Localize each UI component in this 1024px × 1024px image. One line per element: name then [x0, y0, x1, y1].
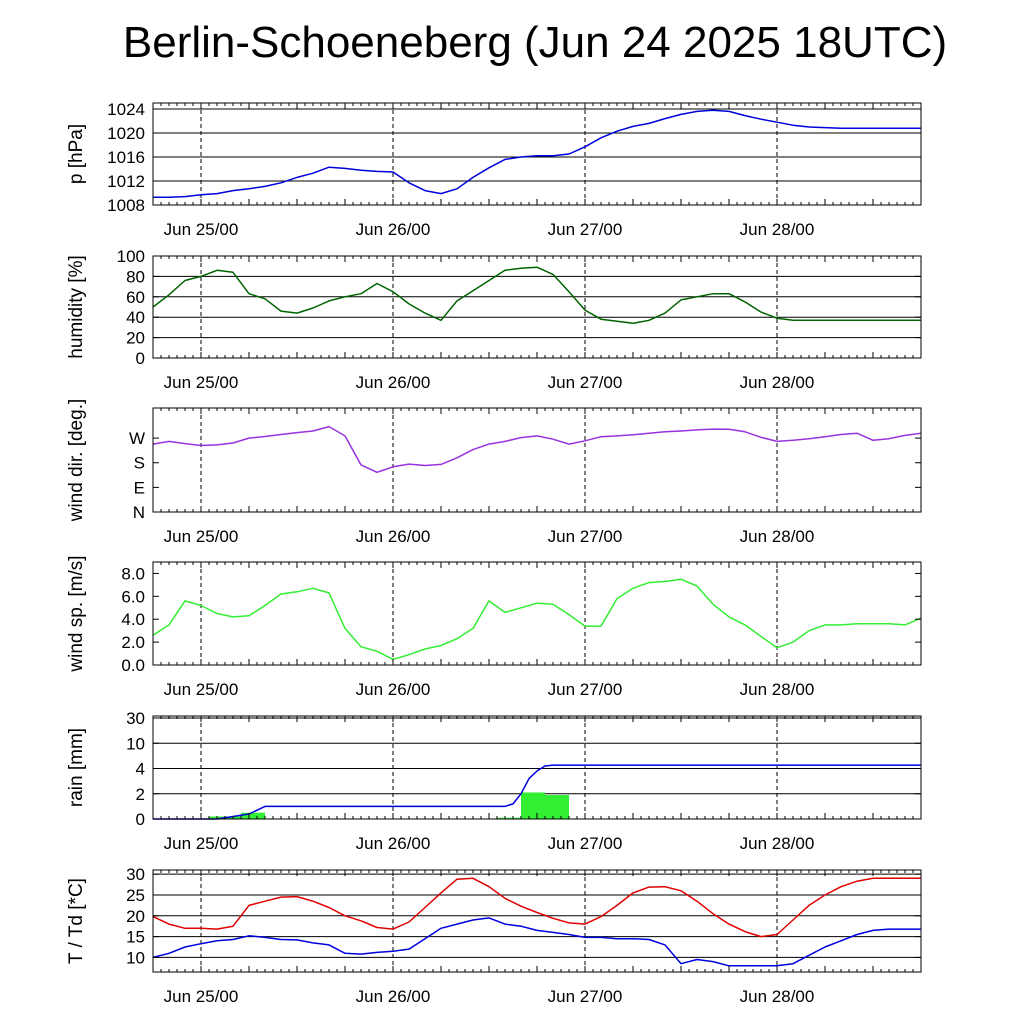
y-axis-label: T / Td [*C]: [66, 878, 87, 964]
x-tick-label: Jun 26/00: [355, 527, 431, 546]
y-tick-label: 0.0: [121, 656, 145, 675]
x-tick-label: Jun 26/00: [355, 680, 431, 699]
rain-bar: [545, 795, 569, 819]
y-tick-label: 0: [135, 810, 145, 829]
y-tick-label: 1024: [107, 100, 145, 119]
rain-bar: [241, 813, 265, 819]
y-tick-label: 2.0: [121, 633, 145, 653]
x-tick-label: Jun 27/00: [547, 987, 623, 1006]
plot-frame: [153, 256, 921, 358]
plot-frame: [153, 408, 921, 512]
x-tick-label: Jun 28/00: [739, 220, 815, 239]
series-line-wind_speed: [153, 579, 921, 659]
plot-frame: [153, 562, 921, 665]
y-tick-label: 30: [126, 709, 145, 728]
plot-frame: [153, 103, 921, 205]
y-tick-label: 4.0: [121, 610, 145, 630]
y-tick-label: N: [132, 503, 145, 522]
x-tick-label: Jun 26/00: [355, 220, 431, 239]
series-line-temperature: [153, 878, 921, 936]
y-tick-label: 6.0: [121, 587, 145, 607]
y-tick-label: 10: [126, 734, 145, 754]
x-tick-label: Jun 28/00: [739, 527, 815, 546]
x-tick-label: Jun 27/00: [547, 680, 623, 699]
x-tick-label: Jun 25/00: [163, 834, 239, 853]
x-tick-label: Jun 27/00: [547, 527, 623, 546]
y-tick-label: 2: [135, 784, 145, 804]
series-line-humidity: [153, 267, 921, 323]
x-tick-label: Jun 26/00: [355, 834, 431, 853]
series-line-dewpoint: [153, 918, 921, 966]
series-line-pressure: [153, 110, 921, 197]
x-tick-label: Jun 25/00: [163, 220, 239, 239]
y-tick-label: 1012: [107, 172, 145, 191]
y-tick-label: 8.0: [121, 564, 145, 584]
y-axis-label: humidity [%]: [66, 255, 87, 359]
x-tick-label: Jun 28/00: [739, 680, 815, 699]
x-tick-label: Jun 27/00: [547, 220, 623, 239]
y-tick-label: 20: [126, 328, 145, 348]
y-tick-label: 10: [126, 948, 145, 968]
y-axis-label: wind dir. [deg.]: [66, 398, 87, 522]
y-axis-label: rain [mm]: [66, 727, 87, 808]
x-tick-label: Jun 26/00: [355, 373, 431, 392]
y-tick-label: 25: [126, 885, 145, 905]
x-tick-label: Jun 25/00: [163, 527, 239, 546]
y-tick-label: 20: [126, 906, 145, 926]
y-tick-label: 60: [126, 287, 145, 307]
y-tick-label: 30: [126, 865, 145, 885]
y-axis-label: wind sp. [m/s]: [66, 555, 87, 672]
y-tick-label: 1016: [107, 148, 145, 167]
x-tick-label: Jun 25/00: [163, 373, 239, 392]
page-title: Berlin-Schoeneberg (Jun 24 2025 18UTC): [122, 18, 948, 67]
x-tick-label: Jun 28/00: [739, 987, 815, 1006]
x-tick-label: Jun 28/00: [739, 834, 815, 853]
x-tick-label: Jun 25/00: [163, 680, 239, 699]
y-tick-label: 80: [126, 267, 145, 287]
x-tick-label: Jun 28/00: [739, 373, 815, 392]
y-tick-label: 15: [126, 927, 145, 947]
x-tick-label: Jun 27/00: [547, 834, 623, 853]
y-tick-label: 100: [116, 247, 145, 266]
x-tick-label: Jun 26/00: [355, 987, 431, 1006]
rain-bar: [521, 792, 545, 819]
y-tick-label: 4: [135, 759, 145, 779]
y-tick-label: S: [133, 453, 145, 473]
x-tick-label: Jun 27/00: [547, 373, 623, 392]
y-tick-label: 1008: [107, 196, 145, 215]
y-tick-label: 40: [126, 308, 145, 328]
y-tick-label: 1020: [107, 124, 145, 143]
series-line-wind_dir: [153, 427, 921, 473]
y-tick-label: E: [133, 478, 145, 498]
y-axis-label: p [hPa]: [66, 123, 87, 185]
x-tick-label: Jun 25/00: [163, 987, 239, 1006]
y-tick-label: 0: [135, 349, 145, 368]
y-tick-label: W: [128, 429, 145, 449]
